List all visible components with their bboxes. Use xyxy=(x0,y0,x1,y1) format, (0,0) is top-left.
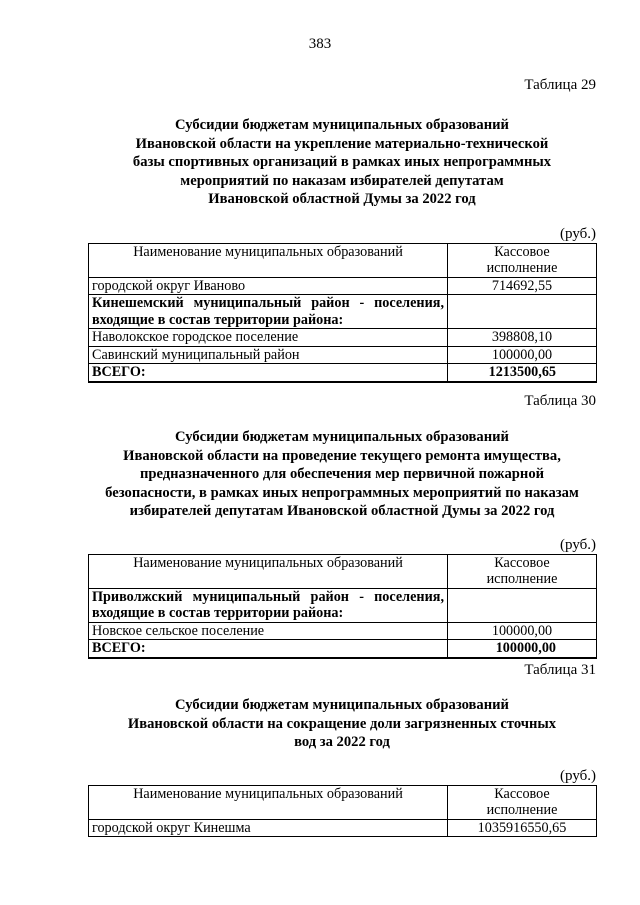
unit-label: (руб.) xyxy=(560,536,596,553)
table-row xyxy=(89,622,597,640)
table-label: Таблица 30 xyxy=(524,393,596,409)
row-value: 100000,00 xyxy=(448,346,597,364)
row-name: Новское сельское поселение xyxy=(89,622,448,640)
table-row xyxy=(89,277,597,295)
table-title xyxy=(88,116,596,209)
data-table xyxy=(88,785,597,838)
column-header-value-line1: Кассовое xyxy=(494,785,550,802)
row-name: Приволжский муниципальный район - поселения, входящие в состав территории района: xyxy=(89,588,448,622)
title-line: Ивановской области на проведение текущего ремонта имущества, xyxy=(123,447,561,464)
title-line: Ивановской областной Думы за 2022 год xyxy=(208,191,476,207)
table-row xyxy=(89,295,597,329)
column-header-name: Наименование муниципальных образований xyxy=(89,785,448,819)
column-header-name: Наименование муниципальных образований xyxy=(89,554,448,588)
total-row xyxy=(89,364,597,382)
total-row xyxy=(89,640,597,658)
row-value xyxy=(448,295,597,329)
total-value: 100000,00 xyxy=(448,640,597,658)
column-header-value-line2: исполнение xyxy=(486,571,558,587)
unit-label: (руб.) xyxy=(560,225,596,242)
table-title xyxy=(88,696,596,752)
table-29-section xyxy=(88,77,596,383)
table-header-row xyxy=(89,554,597,588)
row-value xyxy=(448,588,597,622)
data-table xyxy=(88,243,597,383)
title-line: безопасности, в рамках иных непрограммных мероприятий по наказам xyxy=(105,484,579,501)
row-name: Кинешемский муниципальный район - поселения, входящие в состав территории района: xyxy=(89,295,448,329)
title-line: Ивановской области на сокращение доли загрязненных сточных xyxy=(127,715,557,732)
table-title xyxy=(88,428,596,521)
title-line: базы спортивных организаций в рамках иных непрограммных xyxy=(132,154,552,170)
column-header-value xyxy=(448,554,597,588)
table-label: Таблица 29 xyxy=(524,77,596,93)
column-header-value-line2: исполнение xyxy=(486,802,558,818)
title-line: избирателей депутатам Ивановской областной Думы за 2022 год xyxy=(129,503,555,519)
table-row xyxy=(89,329,597,347)
table-header-row xyxy=(89,243,597,277)
table-row xyxy=(89,588,597,622)
page-number: 383 xyxy=(308,36,332,52)
data-table xyxy=(88,554,597,659)
column-header-value-line2: исполнение xyxy=(486,260,558,276)
title-line: Субсидии бюджетам муниципальных образований xyxy=(175,697,509,713)
title-line: Ивановской области на укрепление материально-технической xyxy=(135,135,549,152)
unit-label: (руб.) xyxy=(560,767,596,784)
table-30-section xyxy=(88,393,596,659)
table-row xyxy=(89,346,597,364)
total-label: ВСЕГО: xyxy=(89,364,448,382)
table-row xyxy=(89,819,597,837)
row-value: 398808,10 xyxy=(448,329,597,347)
column-header-value-line1: Кассовое xyxy=(494,243,550,260)
title-line: Субсидии бюджетам муниципальных образований xyxy=(175,429,509,445)
row-value: 100000,00 xyxy=(448,622,597,640)
row-name: Савинский муниципальный район xyxy=(89,346,448,364)
row-name: Наволокское городское поселение xyxy=(89,329,448,347)
column-header-name: Наименование муниципальных образований xyxy=(89,243,448,277)
column-header-value-line1: Кассовое xyxy=(494,554,550,571)
table-header-row xyxy=(89,785,597,819)
total-value: 1213500,65 xyxy=(448,364,597,382)
row-value: 714692,55 xyxy=(448,277,597,295)
title-line: предназначенного для обеспечения мер первичной пожарной xyxy=(139,466,545,482)
row-value: 1035916550,65 xyxy=(448,819,597,837)
row-name: городской округ Иваново xyxy=(89,277,448,295)
title-line: мероприятий по наказам избирателей депутатам xyxy=(180,172,504,189)
total-label: ВСЕГО: xyxy=(89,640,448,658)
column-header-value xyxy=(448,785,597,819)
title-line: Субсидии бюджетам муниципальных образований xyxy=(175,117,509,133)
title-line: вод за 2022 год xyxy=(294,734,390,750)
row-name: городской округ Кинешма xyxy=(89,819,448,837)
column-header-value xyxy=(448,243,597,277)
table-31-section xyxy=(88,662,596,837)
table-label: Таблица 31 xyxy=(524,662,596,678)
